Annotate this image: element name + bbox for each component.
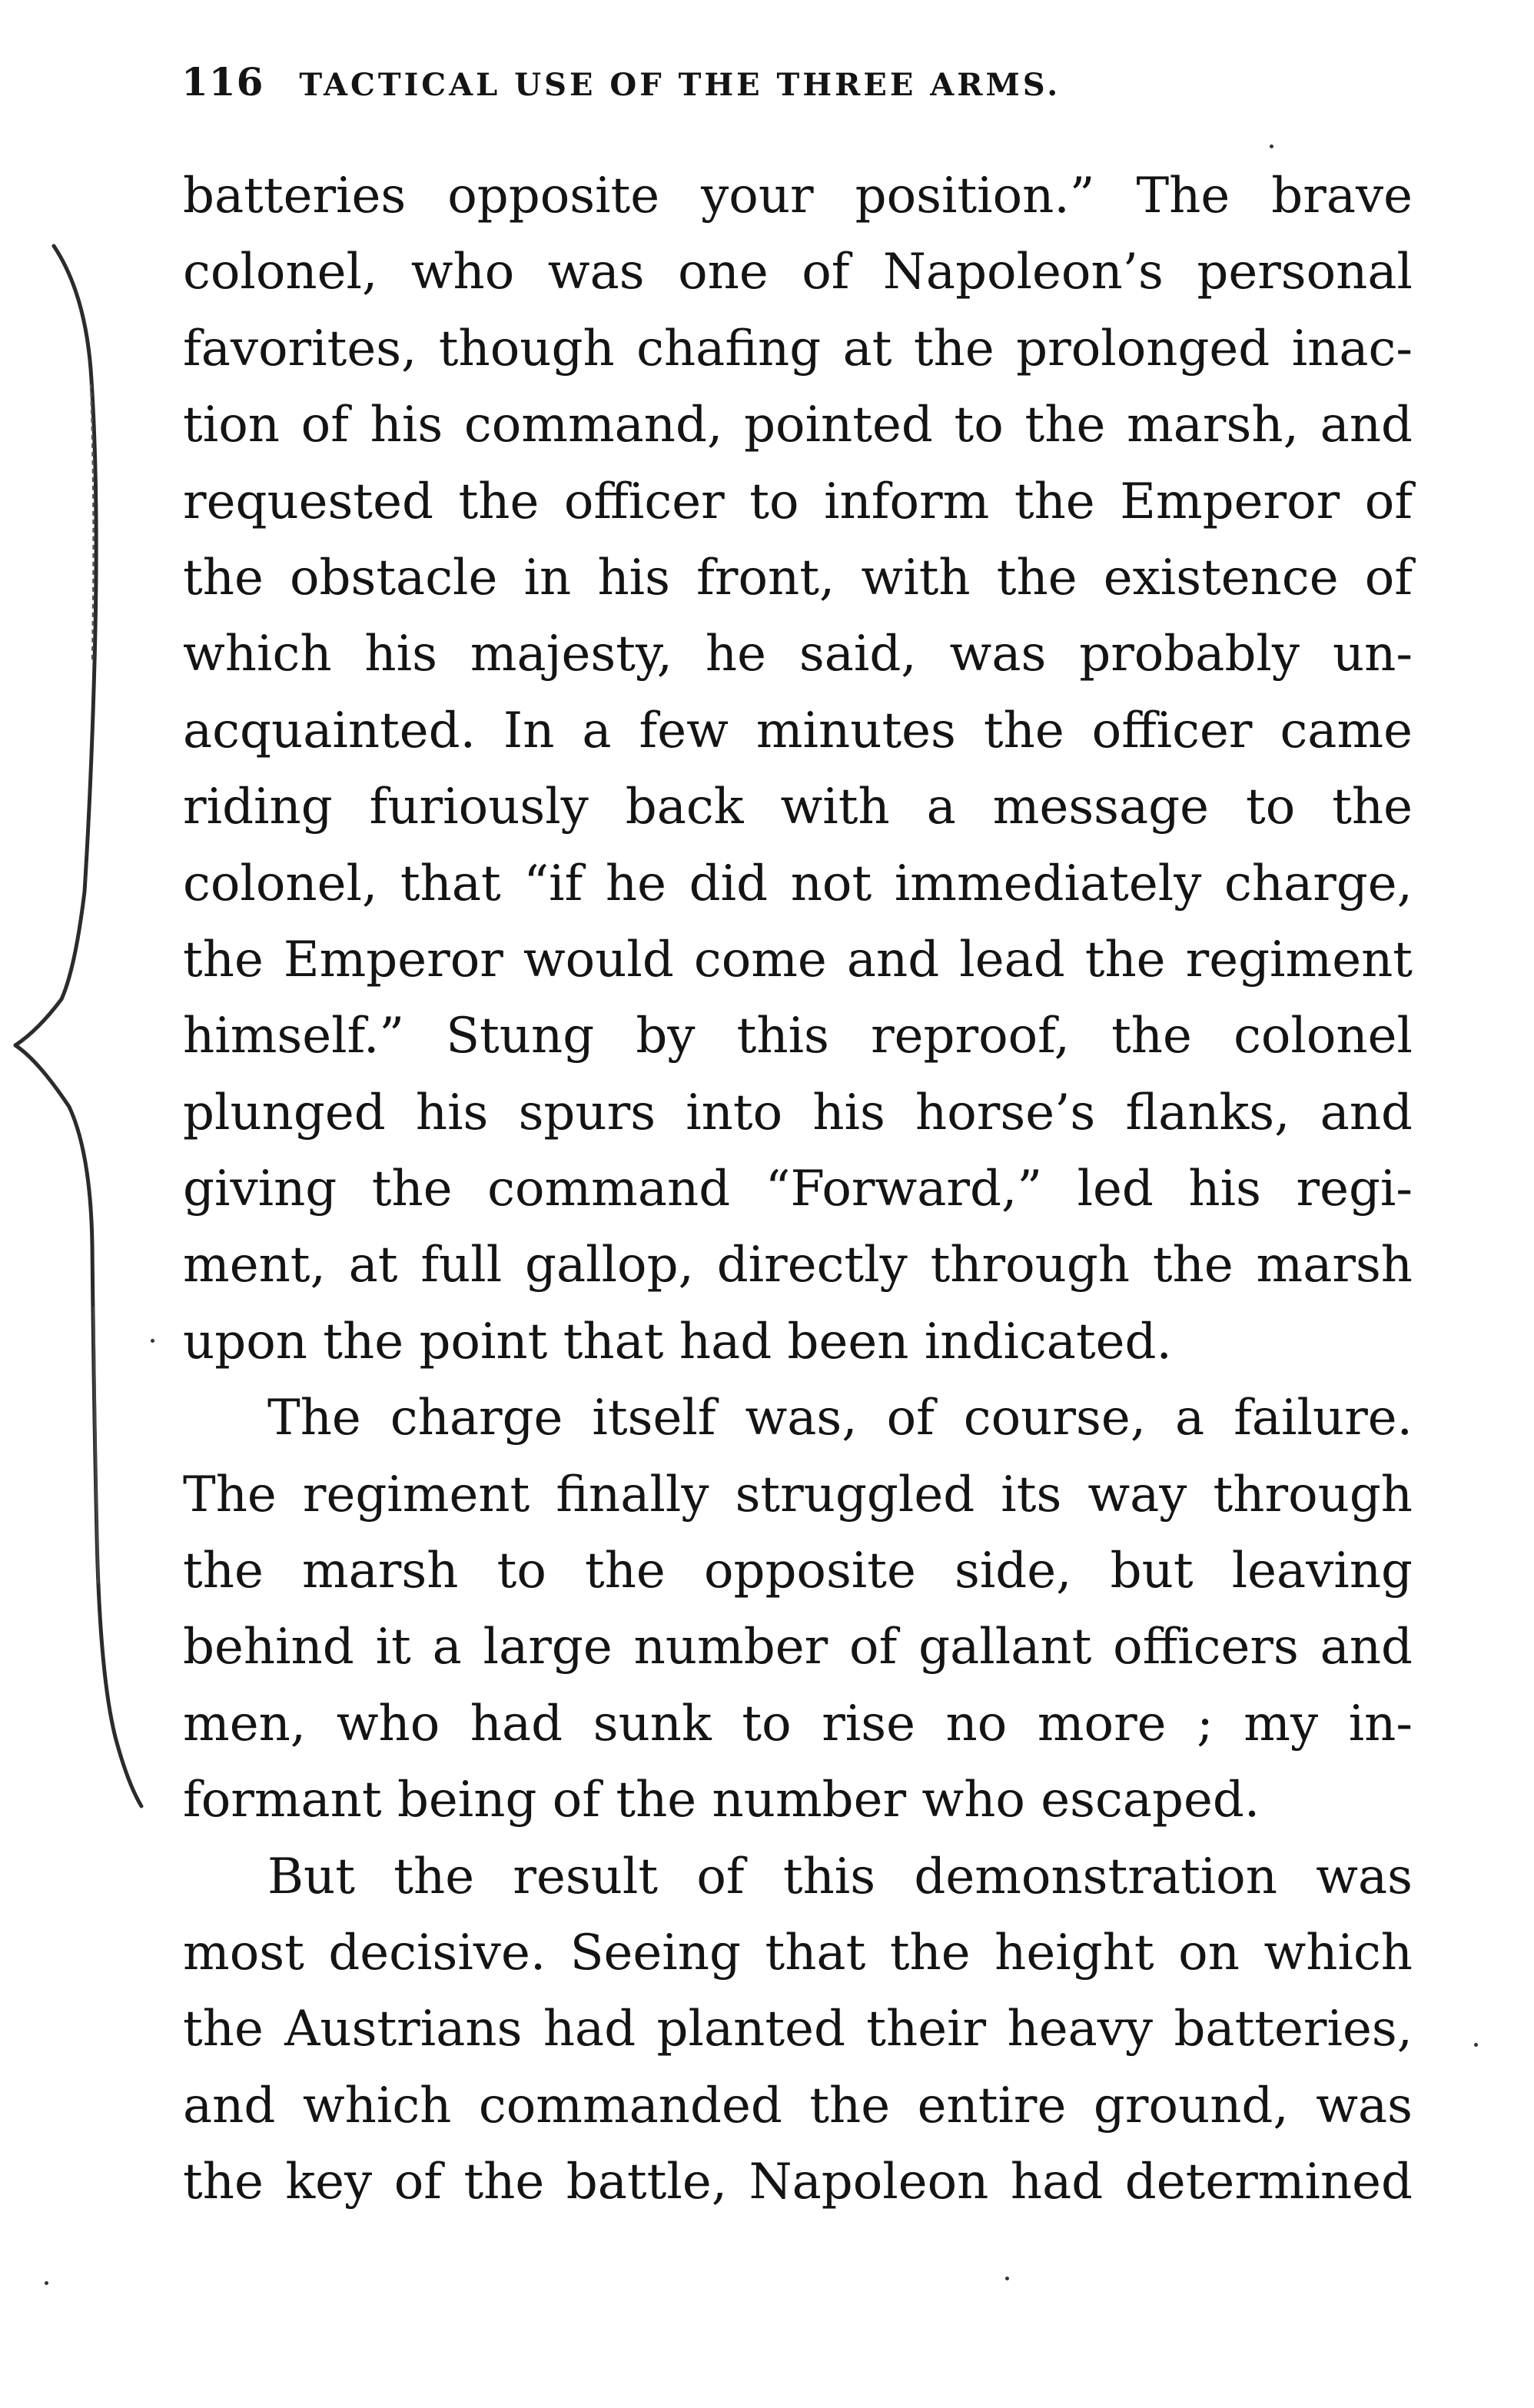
text-line: colonel, that “if he did not immediately charge, [183,855,1413,912]
text-line: himself.” Stung by this reproof, the colonel [183,1008,1413,1065]
text-line: plunged his spurs into his horse’s flanks, and [183,1084,1413,1141]
paragraph-first-line: The charge itself was, of course, a failure. [267,1390,1413,1447]
text-line: favorites, though chafing at the prolonged inac- [183,320,1413,377]
page-number: 116 [181,59,264,105]
text-line: ment, at full gallop, directly through the marsh [183,1237,1413,1294]
ink-speck [1005,2277,1009,2280]
text-line: the Emperor would come and lead the regiment [183,931,1413,988]
text-line: and which commanded the entire ground, was [183,2077,1413,2134]
ink-speck [1270,144,1273,148]
text-line: requested the officer to inform the Emperor of [183,473,1413,530]
text-line: riding furiously back with a message to the [183,779,1413,836]
text-line: behind it a large number of gallant officers and [183,1619,1413,1676]
text-line: formant being of the number who escaped. [183,1772,1260,1829]
text-line: the marsh to the opposite side, but leaving [183,1543,1413,1600]
ink-speck [1474,2043,1478,2047]
ink-speck [151,1339,154,1343]
text-line: most decisive. Seeing that the height on which [183,1924,1413,1981]
text-line: the obstacle in his front, with the existence of [183,549,1413,606]
running-head [181,48,1411,117]
ink-speck [45,2281,48,2285]
text-line: upon the point that had been indicated. [183,1313,1172,1370]
body-text [183,158,1413,2221]
text-line: colonel, who was one of Napoleon’s personal [183,244,1413,301]
handwritten-brace-icon [0,231,200,1998]
text-line: batteries opposite your position.” The brave [183,168,1413,224]
text-line: acquainted. In a few minutes the officer came [183,702,1413,759]
text-line: which his majesty, he said, was probably un- [183,626,1413,683]
running-title: TACTICAL USE OF THE THREE ARMS. [299,67,1061,103]
text-line: the Austrians had planted their heavy batteries, [183,2001,1413,2058]
text-line: giving the command “Forward,” led his regi- [183,1161,1413,1218]
text-line: men, who had sunk to rise no more ; my in- [183,1695,1413,1752]
paragraph-first-line: But the result of this demonstration was [267,1848,1413,1905]
text-line: tion of his command, pointed to the marsh, and [183,397,1413,454]
text-line: the key of the battle, Napoleon had determined [183,2154,1413,2211]
text-line: The regiment finally struggled its way through [183,1466,1413,1523]
